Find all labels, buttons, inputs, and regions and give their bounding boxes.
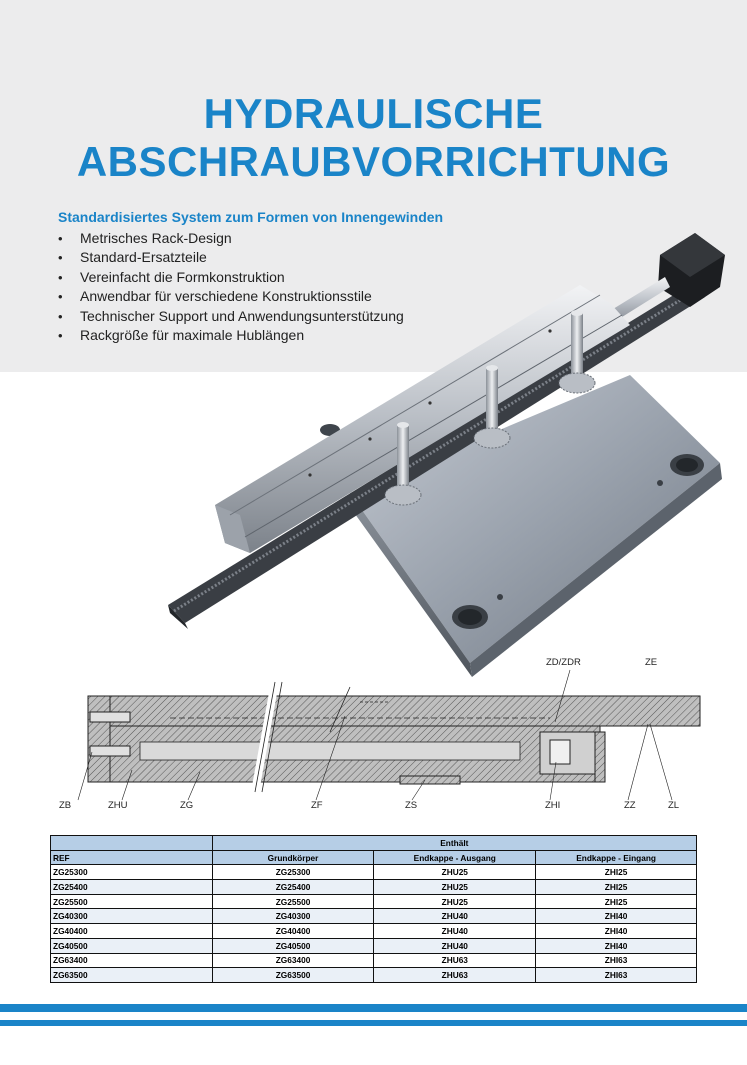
feature-item: • Vereinfacht die Formkonstruktion [58,268,404,287]
label-zb: ZB [59,800,72,811]
footer-stripe-bottom [0,1020,747,1026]
table-header-ref: REF [51,850,213,865]
table-header-endkappe-ausgang: Endkappe - Ausgang [374,850,536,865]
reference-table [50,835,697,983]
table-row: ZG25400 ZG25400 ZHU25 ZHI25 [51,880,697,895]
section-drawing [50,652,710,822]
feature-item: • Metrisches Rack-Design [58,229,404,248]
label-zl: ZL [668,800,680,811]
table-header-grundkoerper: Grundkörper [212,850,374,865]
bullet-icon: • [58,269,63,285]
product-photo [160,225,740,680]
label-zhi: ZHI [545,800,561,811]
bullet-icon: • [58,231,63,246]
feature-item: • Standard-Ersatzteile [58,248,404,267]
table-header-empty [51,836,213,851]
label-zf: ZF [311,800,323,811]
feature-item: • Anwendbar für verschiedene Konstruktionsstile [58,287,404,306]
bullet-icon: • [58,289,63,305]
table-row: ZG63500 ZG63500 ZHU63 ZHI63 [51,968,697,983]
label-zhu: ZHU [108,800,128,811]
table-row: ZG25500 ZG25500 ZHU25 ZHI25 [51,894,697,909]
bullet-icon: • [58,328,63,344]
bullet-icon: • [58,250,63,266]
table-row: ZG40500 ZG40500 ZHU40 ZHI40 [51,938,697,953]
table-group-header: Enthält [212,836,696,851]
table-header-endkappe-eingang: Endkappe - Eingang [536,850,697,865]
table-row: ZG25300 ZG25300 ZHU25 ZHI25 [51,865,697,880]
table-row: ZG63400 ZG63400 ZHU63 ZHI63 [51,953,697,968]
label-zd-zdr: ZD/ZDR [546,657,581,668]
footer-stripe-top [0,1004,747,1012]
table-row: ZG40400 ZG40400 ZHU40 ZHI40 [51,924,697,939]
label-zg: ZG [180,800,194,811]
table-group-header-row [51,836,697,851]
title-line-1: HYDRAULISCHE [203,90,544,137]
feature-item: • Technischer Support und Anwendungsunterstützung [58,307,404,326]
page-title [0,90,747,186]
label-ze: ZE [645,657,658,668]
label-zz: ZZ [624,800,636,811]
label-zs: ZS [405,800,418,811]
title-line-2: ABSCHRAUBVORRICHTUNG [76,138,671,185]
intro-subtitle: Standardisiertes System zum Formen von Innengewinden [58,209,444,225]
table-header-row [51,850,697,865]
table-row: ZG40300 ZG40300 ZHU40 ZHI40 [51,909,697,924]
bullet-icon: • [58,308,63,324]
feature-item: • Rackgröße für maximale Hublängen [58,326,404,345]
